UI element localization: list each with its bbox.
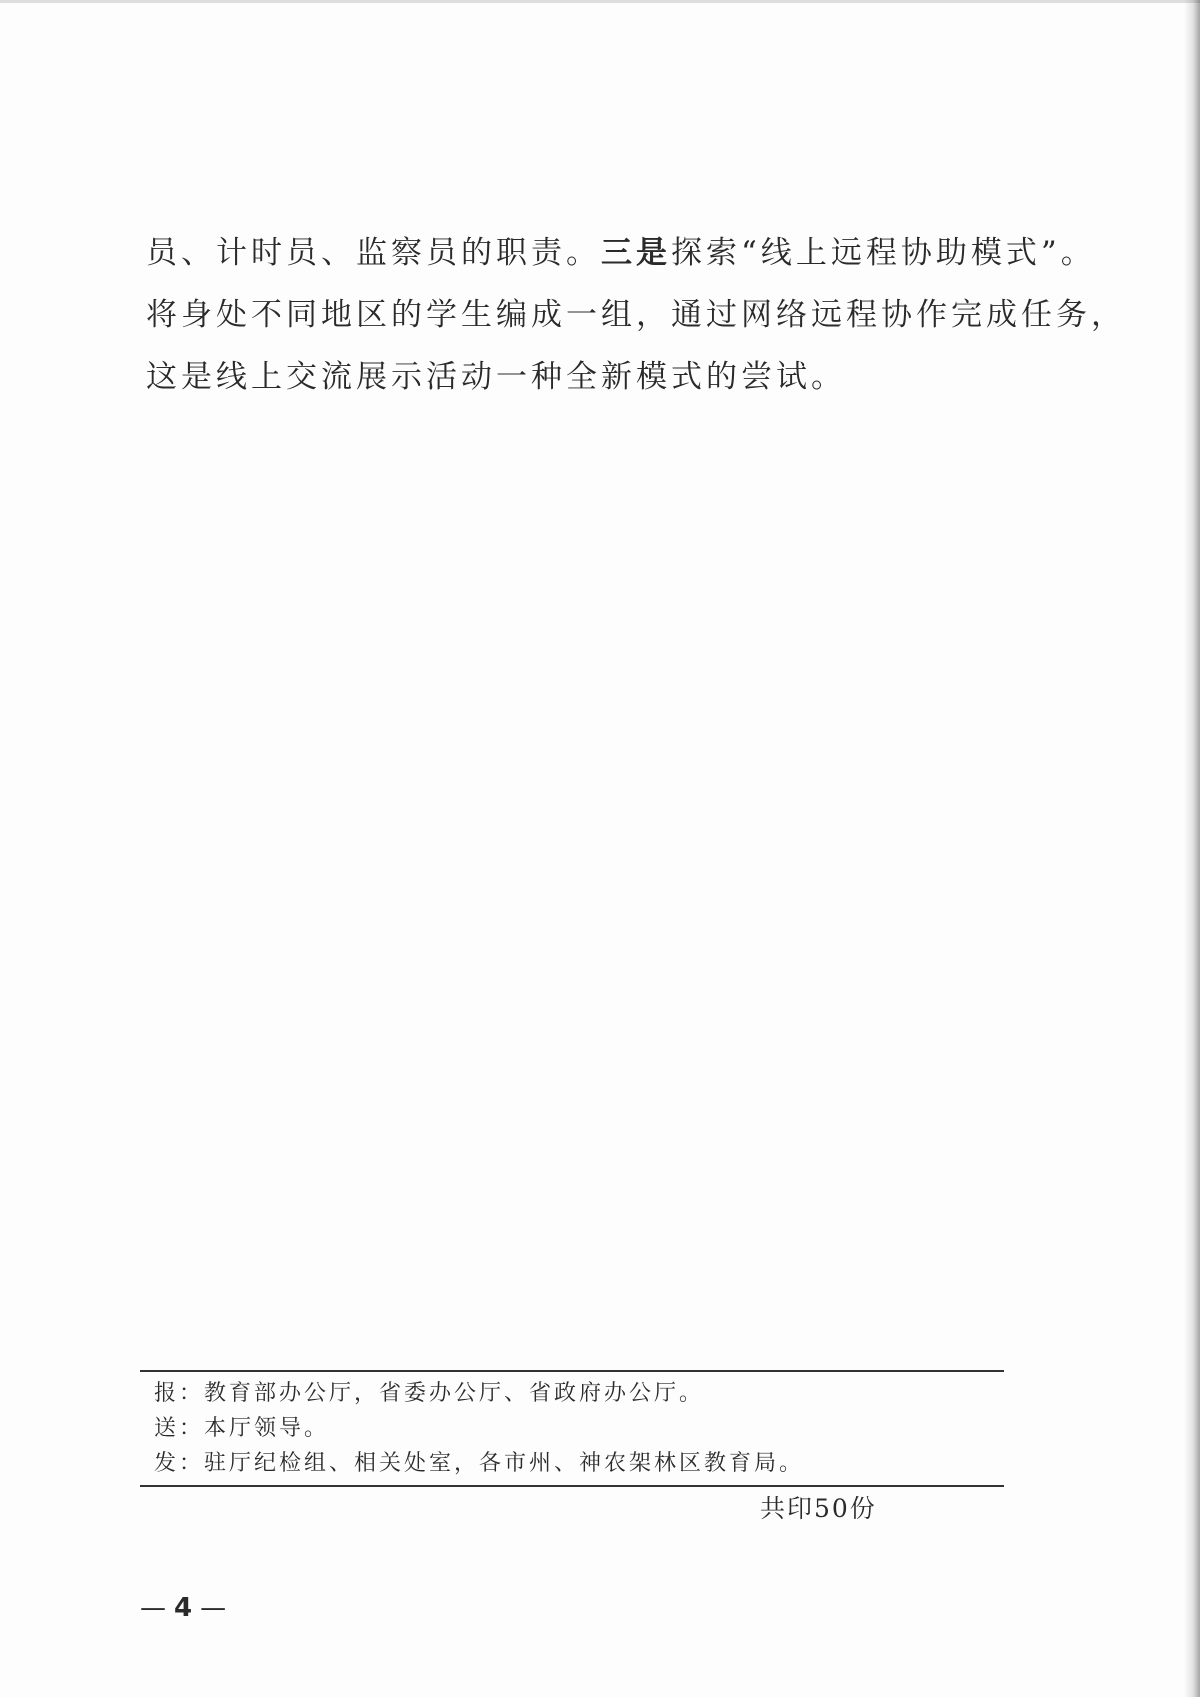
distribution-block bbox=[140, 1370, 1004, 1487]
body-line-1-bold: 三是 bbox=[601, 235, 671, 271]
report-to-line: 报：教育部办公厅，省委办公厅、省政府办公厅。 bbox=[154, 1381, 705, 1406]
page-number-dash-right: — bbox=[200, 1593, 227, 1623]
print-count: 共印50份 bbox=[760, 1494, 877, 1523]
body-line-2: 将身处不同地区的学生编成一组，通过网络远程协作完成任务， bbox=[146, 297, 1126, 333]
page-number-value: 4 bbox=[174, 1593, 193, 1623]
body-paragraph bbox=[146, 222, 1126, 408]
body-line-1-start: 员、计时员、监察员的职责。 bbox=[146, 235, 601, 271]
send-to-line: 送：本厅领导。 bbox=[154, 1416, 330, 1441]
scan-edge-top bbox=[0, 0, 1200, 3]
scan-edge-right bbox=[1184, 0, 1200, 1697]
body-line-1-end: 探索“线上远程协助模式”。 bbox=[671, 235, 1096, 271]
issue-to-line: 发：驻厅纪检组、相关处室，各市州、神农架林区教育局。 bbox=[154, 1451, 805, 1476]
page-number bbox=[140, 1590, 260, 1626]
body-line-1 bbox=[146, 222, 1096, 284]
body-line-3: 这是线上交流展示活动一种全新模式的尝试。 bbox=[146, 359, 846, 395]
page-number-dash-left: — bbox=[140, 1593, 166, 1623]
